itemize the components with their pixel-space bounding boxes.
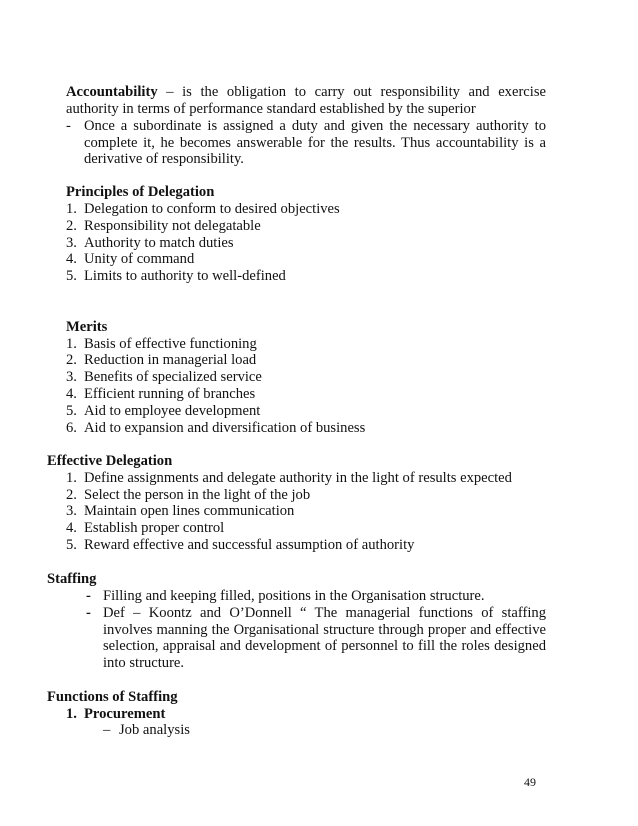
- staffing-bullet-text: Filling and keeping filled, positions in the Organisation structure.: [103, 588, 485, 604]
- list-item-text: Establish proper control: [84, 520, 225, 536]
- list-item-number: 2.: [66, 487, 77, 503]
- list-item: [66, 537, 415, 554]
- list-item-text: Aid to expansion and diversification of business: [84, 420, 366, 436]
- list-item-number: 2.: [66, 352, 77, 368]
- list-item-text: Delegation to conform to desired objectives: [84, 201, 340, 217]
- list-item-number: 3.: [66, 235, 77, 251]
- list-item-text: Basis of effective functioning: [84, 336, 257, 352]
- list-item-number: 1.: [66, 470, 77, 486]
- list-item-number: 2.: [66, 218, 77, 234]
- sub-item-mark: –: [103, 722, 111, 738]
- accountability-bullet-mark: -: [66, 118, 71, 134]
- sub-item-text: Job analysis: [119, 722, 190, 738]
- list-item-text: Select the person in the light of the job: [84, 487, 311, 503]
- effective-delegation-heading: Effective Delegation: [47, 453, 173, 469]
- list-item: [66, 218, 261, 235]
- list-item-text: Responsibility not delegatable: [84, 218, 261, 234]
- staffing-heading: Staffing: [47, 571, 97, 587]
- list-item: [66, 369, 262, 386]
- list-item: [66, 503, 295, 520]
- page-number: 49: [524, 775, 536, 789]
- accountability-definition: – is the obligation to carry out responsibility and exercise authority in terms of performance standard established by the superior: [66, 84, 546, 117]
- list-item-number: 5.: [66, 268, 77, 284]
- list-item-number: 4.: [66, 520, 77, 536]
- list-item: [66, 201, 340, 218]
- list-item: [66, 386, 256, 403]
- accountability-paragraph: [66, 84, 546, 117]
- list-item-number: 4.: [66, 386, 77, 402]
- list-item-text: Limits to authority to well-defined: [84, 268, 286, 284]
- staffing-bullet-text: Def – Koontz and O’Donnell “ The managerial functions of staffing involves manning the Organisational structure through proper and effective selection, appraisal and development of personnel to fill the roles designed into structure.: [103, 605, 546, 672]
- list-item-text: Maintain open lines communication: [84, 503, 295, 519]
- list-item: [66, 235, 234, 252]
- principles-heading: Principles of Delegation: [66, 184, 215, 200]
- list-item: [66, 520, 225, 537]
- list-item-text: Unity of command: [84, 251, 195, 267]
- list-item-number: 3.: [66, 369, 77, 385]
- list-item: [66, 352, 257, 369]
- list-item-text: Procurement: [84, 706, 166, 722]
- staffing-bullet-mark: -: [86, 605, 91, 621]
- list-item-number: 5.: [66, 403, 77, 419]
- list-item-number: 5.: [66, 537, 77, 553]
- list-item: [66, 706, 166, 723]
- list-item: [66, 403, 261, 420]
- list-item-text: Define assignments and delegate authority in the light of results expected: [84, 470, 512, 486]
- accountability-bullet-text: Once a subordinate is assigned a duty and given the necessary authority to complete it, he becomes answerable for the results. Thus accountability is a derivative of responsibility.: [84, 118, 546, 168]
- list-item-number: 1.: [66, 336, 77, 352]
- list-item: [66, 470, 512, 487]
- list-item: [66, 487, 311, 504]
- list-item-text: Reward effective and successful assumption of authority: [84, 537, 415, 553]
- list-item-text: Benefits of specialized service: [84, 369, 262, 385]
- merits-heading: Merits: [66, 319, 108, 335]
- list-item-text: Reduction in managerial load: [84, 352, 257, 368]
- accountability-term: Accountability: [66, 84, 158, 100]
- list-item: [66, 251, 195, 268]
- list-item-number: 3.: [66, 503, 77, 519]
- list-item: [66, 268, 286, 285]
- list-item-text: Authority to match duties: [84, 235, 234, 251]
- list-item-number: 4.: [66, 251, 77, 267]
- list-item-number: 1.: [66, 201, 77, 217]
- list-item: [66, 336, 257, 353]
- list-item-number: 6.: [66, 420, 77, 436]
- list-item: [66, 420, 366, 437]
- list-item-number: 1.: [66, 706, 77, 722]
- functions-of-staffing-heading: Functions of Staffing: [47, 689, 178, 705]
- list-item-text: Efficient running of branches: [84, 386, 256, 402]
- staffing-bullet-mark: -: [86, 588, 91, 604]
- list-item-text: Aid to employee development: [84, 403, 261, 419]
